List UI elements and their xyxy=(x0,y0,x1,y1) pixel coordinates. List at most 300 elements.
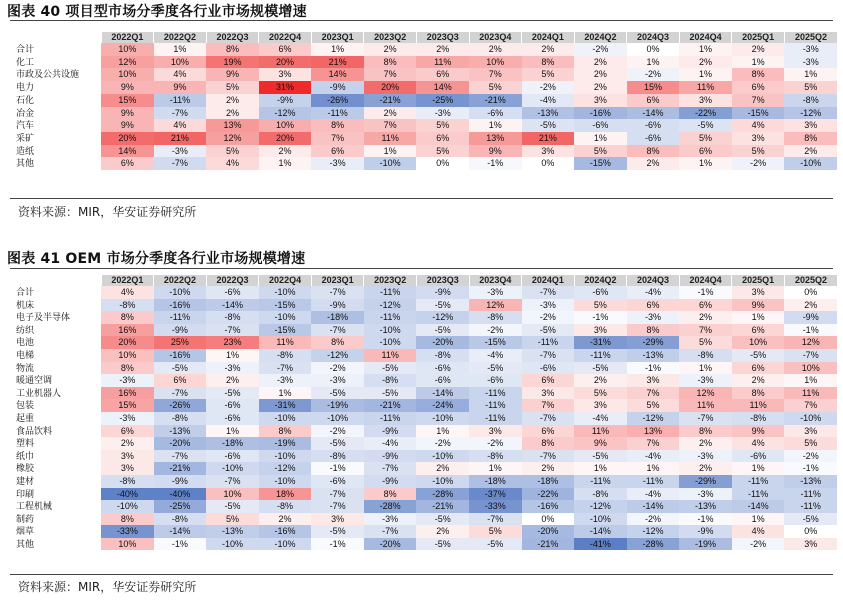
heat-cell: -22% xyxy=(522,488,575,501)
heat-cell: 7% xyxy=(627,437,680,450)
row-label: 印刷 xyxy=(12,488,101,501)
heat-cell: -8% xyxy=(574,488,627,501)
heat-cell: 13% xyxy=(627,425,680,438)
heat-cell: -13% xyxy=(522,107,575,120)
heat-cell: -13% xyxy=(784,475,837,488)
heat-cell: -5% xyxy=(364,362,417,375)
heat-cell: 8% xyxy=(364,56,417,69)
heat-cell: 15% xyxy=(627,81,680,94)
heat-cell: -6% xyxy=(416,362,469,375)
heat-cell: -21% xyxy=(469,94,522,107)
heat-cell: -6% xyxy=(469,374,522,387)
table-row xyxy=(12,488,837,501)
heat-cell: 8% xyxy=(784,132,837,145)
heat-cell: -1% xyxy=(679,513,732,526)
column-header: 2025Q1 xyxy=(732,32,785,43)
heat-cell: 9% xyxy=(732,299,785,312)
table-row xyxy=(12,145,837,158)
table-row xyxy=(12,362,837,375)
heat-cell: -8% xyxy=(679,349,732,362)
heat-cell: 10% xyxy=(101,349,154,362)
heat-cell: 5% xyxy=(469,81,522,94)
heat-cell: -7% xyxy=(522,450,575,463)
table-row xyxy=(12,513,837,526)
heat-cell: -7% xyxy=(154,157,207,170)
heat-cell: -15% xyxy=(469,336,522,349)
heat-cell: -22% xyxy=(679,107,732,120)
heat-cell: 3% xyxy=(522,145,575,158)
heat-cell: 1% xyxy=(574,462,627,475)
column-header: 2023Q3 xyxy=(416,32,469,43)
section1-title: 图表 40 项目型市场分季度各行业市场规模增速 xyxy=(7,4,307,20)
table-row xyxy=(12,374,837,387)
heat-cell: -2% xyxy=(522,81,575,94)
heat-cell: 11% xyxy=(574,425,627,438)
section2-top-rule xyxy=(10,268,833,269)
table-row xyxy=(12,425,837,438)
heat-cell: -5% xyxy=(311,437,364,450)
heat-cell: 3% xyxy=(259,68,312,81)
heat-cell: 10% xyxy=(259,119,312,132)
heat-cell: 20% xyxy=(101,132,154,145)
heat-cell: -14% xyxy=(732,500,785,513)
heat-cell: -1% xyxy=(627,362,680,375)
heat-cell: -19% xyxy=(259,437,312,450)
heat-cell: -11% xyxy=(364,286,417,299)
heat-cell: -2% xyxy=(311,425,364,438)
header-row xyxy=(12,275,837,286)
heat-cell: 19% xyxy=(206,56,259,69)
heat-cell: -40% xyxy=(101,488,154,501)
heat-cell: 8% xyxy=(101,311,154,324)
heat-cell: -16% xyxy=(259,525,312,538)
heat-cell: -3% xyxy=(101,374,154,387)
heat-cell: -14% xyxy=(627,107,680,120)
heat-cell: -18% xyxy=(311,311,364,324)
heat-cell: 1% xyxy=(311,43,364,56)
heat-cell: -19% xyxy=(679,538,732,551)
heat-cell: -10% xyxy=(311,412,364,425)
heat-cell: -1% xyxy=(154,538,207,551)
heat-cell: 3% xyxy=(574,399,627,412)
heat-cell: 3% xyxy=(311,513,364,526)
heat-cell: -6% xyxy=(206,286,259,299)
header-corner xyxy=(12,275,101,286)
heat-cell: 2% xyxy=(364,107,417,120)
heat-cell: -8% xyxy=(206,311,259,324)
heat-cell: 12% xyxy=(679,387,732,400)
heat-cell: -11% xyxy=(469,412,522,425)
heat-cell: -2% xyxy=(627,513,680,526)
heat-cell: -14% xyxy=(574,525,627,538)
heat-cell: -16% xyxy=(574,107,627,120)
column-header: 2024Q4 xyxy=(679,275,732,286)
heat-cell: 0% xyxy=(784,525,837,538)
heat-cell: 10% xyxy=(206,488,259,501)
heat-cell: -1% xyxy=(784,462,837,475)
heat-cell: -5% xyxy=(784,513,837,526)
heat-cell: -6% xyxy=(311,475,364,488)
heat-cell: -5% xyxy=(469,362,522,375)
row-label: 机床 xyxy=(12,299,101,312)
heat-cell: 0% xyxy=(522,513,575,526)
row-label: 石化 xyxy=(12,94,101,107)
row-label: 其他 xyxy=(12,538,101,551)
heat-cell: -9% xyxy=(154,324,207,337)
section1-bottom-rule xyxy=(10,198,833,199)
table-row xyxy=(12,43,837,56)
heat-cell: -33% xyxy=(469,500,522,513)
heat-cell: -10% xyxy=(259,286,312,299)
heat-cell: -8% xyxy=(732,412,785,425)
heat-cell: -5% xyxy=(311,525,364,538)
heat-cell: 9% xyxy=(732,425,785,438)
heat-cell: -11% xyxy=(364,311,417,324)
heat-cell: 11% xyxy=(679,399,732,412)
heat-cell: -18% xyxy=(522,475,575,488)
column-header: 2024Q1 xyxy=(522,32,575,43)
heat-cell: 8% xyxy=(522,56,575,69)
heat-cell: 3% xyxy=(574,94,627,107)
heat-cell: -10% xyxy=(259,475,312,488)
heat-cell: 3% xyxy=(784,119,837,132)
heat-cell: 1% xyxy=(732,462,785,475)
heat-cell: -8% xyxy=(784,94,837,107)
heat-cell: -9% xyxy=(364,425,417,438)
heat-cell: -4% xyxy=(469,349,522,362)
heat-cell: 23% xyxy=(206,336,259,349)
heat-cell: -40% xyxy=(154,488,207,501)
heat-cell: -5% xyxy=(416,513,469,526)
row-label: 电力 xyxy=(12,81,101,94)
table-row xyxy=(12,56,837,69)
row-label: 化工 xyxy=(12,56,101,69)
heat-cell: -11% xyxy=(574,349,627,362)
heat-cell: -10% xyxy=(416,450,469,463)
heat-cell: 3% xyxy=(627,374,680,387)
row-label: 工程机械 xyxy=(12,500,101,513)
row-label: 合计 xyxy=(12,286,101,299)
heat-cell: -1% xyxy=(311,462,364,475)
heat-cell: -26% xyxy=(311,94,364,107)
heat-cell: 14% xyxy=(311,68,364,81)
table-row xyxy=(12,525,837,538)
heat-cell: 7% xyxy=(364,68,417,81)
heat-cell: -11% xyxy=(574,475,627,488)
heat-cell: -11% xyxy=(784,488,837,501)
heat-cell: -5% xyxy=(679,119,732,132)
heat-cell: 2% xyxy=(259,145,312,158)
heat-cell: -29% xyxy=(679,475,732,488)
heat-cell: 7% xyxy=(469,68,522,81)
heat-cell: 3% xyxy=(784,425,837,438)
heat-cell: -7% xyxy=(679,412,732,425)
heat-cell: -12% xyxy=(259,107,312,120)
heat-cell: 6% xyxy=(416,132,469,145)
heat-cell: 1% xyxy=(784,374,837,387)
heat-cell: 10% xyxy=(101,43,154,56)
heat-cell: -10% xyxy=(364,336,417,349)
heat-cell: 1% xyxy=(206,425,259,438)
heat-cell: -2% xyxy=(416,437,469,450)
heat-cell: 3% xyxy=(574,324,627,337)
heat-cell: -3% xyxy=(784,43,837,56)
table-row xyxy=(12,462,837,475)
heat-cell: 4% xyxy=(154,119,207,132)
heat-cell: -10% xyxy=(259,450,312,463)
heat-cell: -7% xyxy=(154,387,207,400)
heat-cell: 12% xyxy=(784,336,837,349)
table-row xyxy=(12,81,837,94)
heat-cell: 3% xyxy=(784,538,837,551)
column-header: 2024Q3 xyxy=(627,32,680,43)
heat-cell: -2% xyxy=(627,68,680,81)
section2-title: 图表 41 OEM 市场分季度各行业市场规模增速 xyxy=(7,251,306,267)
heat-cell: -8% xyxy=(311,450,364,463)
heat-cell: -7% xyxy=(364,525,417,538)
heat-cell: -11% xyxy=(732,475,785,488)
row-label: 建材 xyxy=(12,475,101,488)
table-row xyxy=(12,437,837,450)
table-row xyxy=(12,107,837,120)
heat-cell: 18% xyxy=(259,488,312,501)
heat-cell: 1% xyxy=(574,132,627,145)
heat-cell: 2% xyxy=(574,68,627,81)
heat-cell: 1% xyxy=(469,119,522,132)
heat-cell: 2% xyxy=(206,94,259,107)
table-row xyxy=(12,399,837,412)
heat-cell: -7% xyxy=(311,324,364,337)
heat-cell: -20% xyxy=(364,538,417,551)
row-label: 电池 xyxy=(12,336,101,349)
heat-cell: 9% xyxy=(154,81,207,94)
heat-cell: -9% xyxy=(154,475,207,488)
heat-cell: -2% xyxy=(784,450,837,463)
heat-cell: -3% xyxy=(627,311,680,324)
heat-cell: 10% xyxy=(469,56,522,69)
heat-cell: 1% xyxy=(679,43,732,56)
heat-cell: 2% xyxy=(784,145,837,158)
heat-cell: 8% xyxy=(206,43,259,56)
heat-cell: 1% xyxy=(416,425,469,438)
heat-cell: -11% xyxy=(522,336,575,349)
column-header: 2022Q1 xyxy=(101,275,154,286)
table-row xyxy=(12,500,837,513)
column-header: 2025Q2 xyxy=(784,275,837,286)
heat-cell: 5% xyxy=(206,145,259,158)
heat-cell: 6% xyxy=(311,145,364,158)
heat-cell: 7% xyxy=(679,324,732,337)
heat-cell: -18% xyxy=(206,437,259,450)
table-row xyxy=(12,157,837,170)
heat-cell: -9% xyxy=(364,450,417,463)
heat-cell: -9% xyxy=(311,81,364,94)
heat-cell: -10% xyxy=(784,157,837,170)
heat-cell: -19% xyxy=(311,399,364,412)
heat-cell: -8% xyxy=(416,349,469,362)
heat-cell: -15% xyxy=(259,324,312,337)
heat-cell: -10% xyxy=(364,157,417,170)
column-header: 2023Q2 xyxy=(364,275,417,286)
heat-cell: -26% xyxy=(154,399,207,412)
heat-cell: 2% xyxy=(259,513,312,526)
heat-cell: -7% xyxy=(522,286,575,299)
heat-cell: 2% xyxy=(206,107,259,120)
heat-cell: 11% xyxy=(732,399,785,412)
heat-cell: 3% xyxy=(732,132,785,145)
row-label: 物流 xyxy=(12,362,101,375)
table-row xyxy=(12,94,837,107)
column-header: 2022Q3 xyxy=(206,32,259,43)
heat-cell: -6% xyxy=(627,132,680,145)
heat-cell: -8% xyxy=(154,513,207,526)
heat-cell: -6% xyxy=(206,450,259,463)
heat-cell: 6% xyxy=(627,299,680,312)
heat-cell: -5% xyxy=(732,349,785,362)
heat-cell: 13% xyxy=(206,119,259,132)
heat-cell: -12% xyxy=(259,462,312,475)
table-row xyxy=(12,412,837,425)
heat-cell: -21% xyxy=(416,500,469,513)
heat-cell: -4% xyxy=(627,450,680,463)
heat-cell: -8% xyxy=(154,412,207,425)
row-label: 采矿 xyxy=(12,132,101,145)
heat-cell: -10% xyxy=(784,412,837,425)
heat-cell: 6% xyxy=(732,324,785,337)
section2-source-note: 资料来源：MIR，华安证券研究所 xyxy=(18,580,197,594)
heat-cell: -10% xyxy=(574,513,627,526)
heat-cell: -8% xyxy=(101,475,154,488)
heat-cell: -9% xyxy=(679,525,732,538)
heat-cell: -8% xyxy=(259,500,312,513)
heat-cell: -11% xyxy=(784,500,837,513)
table-row xyxy=(12,336,837,349)
heat-cell: -3% xyxy=(416,107,469,120)
heat-cell: 4% xyxy=(732,119,785,132)
row-label: 纺织 xyxy=(12,324,101,337)
heat-cell: 13% xyxy=(469,132,522,145)
heat-cell: -12% xyxy=(784,107,837,120)
heat-cell: -5% xyxy=(522,324,575,337)
heat-cell: -10% xyxy=(416,412,469,425)
heat-cell: -21% xyxy=(364,94,417,107)
heat-cell: 5% xyxy=(679,336,732,349)
heat-cell: 1% xyxy=(732,56,785,69)
heat-cell: -25% xyxy=(154,500,207,513)
heat-cell: 8% xyxy=(627,324,680,337)
heat-cell: -11% xyxy=(732,488,785,501)
heat-cell: -3% xyxy=(522,299,575,312)
heat-cell: 3% xyxy=(101,462,154,475)
heat-cell: 5% xyxy=(416,119,469,132)
heat-cell: -1% xyxy=(469,157,522,170)
heat-cell: -5% xyxy=(574,362,627,375)
heat-cell: 20% xyxy=(259,132,312,145)
heat-cell: -41% xyxy=(574,538,627,551)
heat-cell: 9% xyxy=(469,145,522,158)
heat-cell: 2% xyxy=(574,56,627,69)
heat-cell: -10% xyxy=(259,412,312,425)
heat-cell: 5% xyxy=(679,132,732,145)
heat-cell: 6% xyxy=(522,374,575,387)
column-header: 2025Q2 xyxy=(784,32,837,43)
heat-cell: 14% xyxy=(101,145,154,158)
table-row xyxy=(12,450,837,463)
heat-cell: -21% xyxy=(364,399,417,412)
heat-cell: 3% xyxy=(679,94,732,107)
column-header: 2022Q2 xyxy=(154,275,207,286)
heat-cell: -3% xyxy=(364,513,417,526)
heat-cell: 8% xyxy=(259,425,312,438)
heat-cell: -16% xyxy=(154,299,207,312)
heat-cell: -15% xyxy=(574,157,627,170)
heat-cell: -1% xyxy=(784,324,837,337)
heat-cell: -8% xyxy=(469,450,522,463)
heat-cell: -28% xyxy=(627,538,680,551)
heat-cell: -7% xyxy=(154,450,207,463)
row-label: 合计 xyxy=(12,43,101,56)
heat-cell: 6% xyxy=(627,94,680,107)
heat-cell: -5% xyxy=(416,324,469,337)
heat-cell: 2% xyxy=(206,374,259,387)
heat-cell: 5% xyxy=(574,299,627,312)
heat-cell: 0% xyxy=(627,43,680,56)
heat-cell: 2% xyxy=(679,462,732,475)
heat-cell: -10% xyxy=(259,538,312,551)
column-header: 2022Q4 xyxy=(259,275,312,286)
row-label: 食品饮料 xyxy=(12,425,101,438)
heat-cell: -3% xyxy=(154,145,207,158)
heat-cell: -31% xyxy=(259,399,312,412)
heat-cell: -25% xyxy=(416,94,469,107)
heat-cell: 2% xyxy=(784,299,837,312)
heat-cell: 7% xyxy=(627,387,680,400)
heat-cell: -2% xyxy=(732,538,785,551)
heat-cell: 21% xyxy=(311,56,364,69)
heat-cell: -4% xyxy=(627,286,680,299)
heat-cell: -6% xyxy=(206,399,259,412)
heat-cell: 5% xyxy=(627,399,680,412)
heat-cell: 6% xyxy=(259,43,312,56)
heat-cell: 3% xyxy=(732,286,785,299)
heat-cell: 2% xyxy=(522,43,575,56)
heat-cell: -20% xyxy=(154,437,207,450)
heat-cell: 8% xyxy=(627,145,680,158)
row-label: 电梯 xyxy=(12,349,101,362)
heat-cell: 1% xyxy=(154,43,207,56)
column-header: 2024Q1 xyxy=(522,275,575,286)
heat-cell: -3% xyxy=(311,157,364,170)
heat-cell: 10% xyxy=(154,56,207,69)
heat-cell: 10% xyxy=(101,68,154,81)
heat-cell: 25% xyxy=(154,336,207,349)
heat-cell: 7% xyxy=(522,399,575,412)
heat-cell: 5% xyxy=(574,145,627,158)
heat-cell: 2% xyxy=(732,43,785,56)
heat-cell: 1% xyxy=(627,462,680,475)
table-row xyxy=(12,324,837,337)
heat-cell: -13% xyxy=(206,525,259,538)
heat-cell: 5% xyxy=(784,81,837,94)
row-label: 冶金 xyxy=(12,107,101,120)
heat-cell: 15% xyxy=(101,94,154,107)
heat-cell: -2% xyxy=(311,362,364,375)
heat-cell: -14% xyxy=(206,299,259,312)
heat-cell: 11% xyxy=(364,132,417,145)
heat-cell: -14% xyxy=(627,500,680,513)
heat-cell: 5% xyxy=(469,525,522,538)
heat-cell: 16% xyxy=(101,387,154,400)
